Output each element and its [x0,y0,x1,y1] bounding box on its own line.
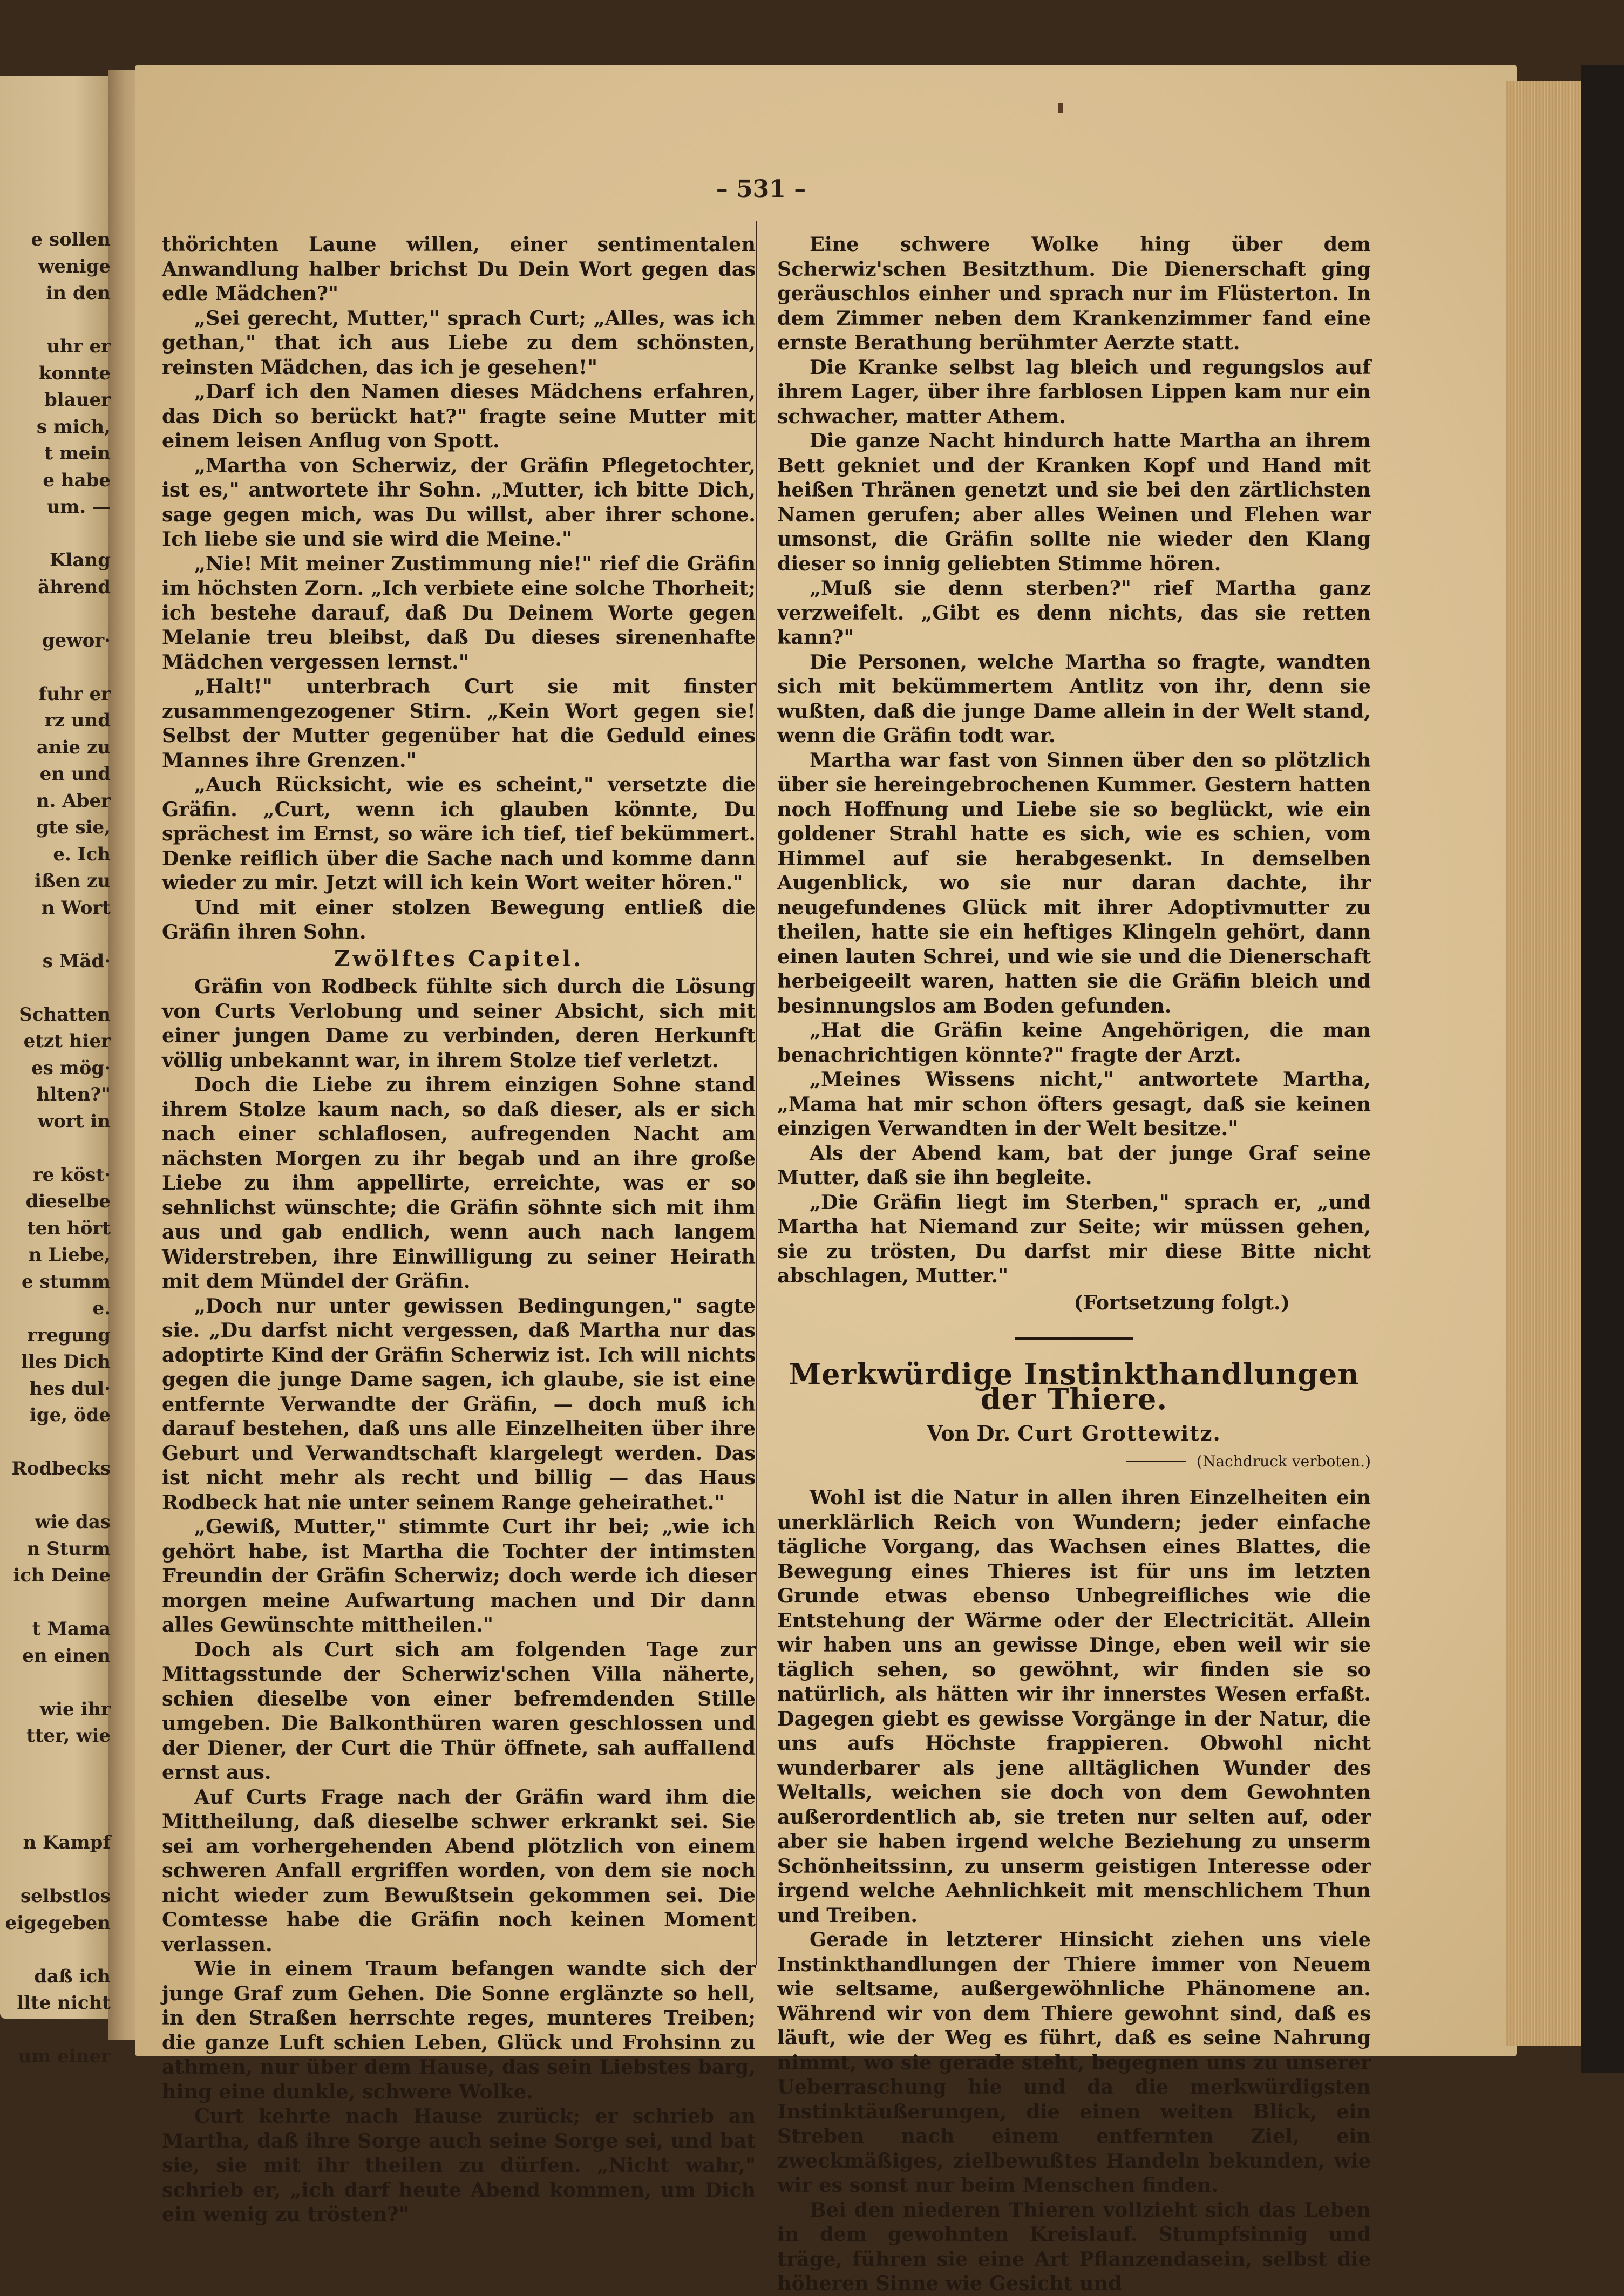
left-page-line: um. — [46,496,111,518]
left-page-line: hes dul· [29,1377,111,1400]
paragraph: Die ganze Nacht hindurch hatte Martha an ihrem Bett gekniet und der Kranken Kopf und Hand mit heißen Thränen genetzt und sie bei den zärtlichsten Namen gerufen; aber alles Weinen und Flehen war umsonst, die Gräfin sollte nie wieder den Klang dieser so innig geliebten Stimme hören. [777,429,1371,575]
ink-mark [1058,103,1063,113]
left-page-line: en und [39,763,111,785]
left-page-line: ährend [38,576,111,598]
left-page-line: en einen [22,1645,111,1667]
paragraph: Eine schwere Wolke hing über dem Scherwiz'schen Besitzthum. Die Dienerschaft ging geräuschlos einher und sprach nur im Flüsterton. In dem Zimmer neben dem Krankenzimmer fand eine ernste Berathung berühmter Aerzte statt. [777,233,1371,354]
paragraph: „Nie! Mit meiner Zustimmung nie!" rief die Gräfin im höchsten Zorn. „Ich verbiete eine solche Thorheit; ich bestehe darauf, daß Du Deinem Worte gegen Melanie treu bleibst, daß Du dieses sirenenhafte Mädchen vergessen lernst." [162,552,756,674]
left-page-line: eigegeben [5,1912,111,1934]
left-page-line: e stumm [22,1271,111,1293]
left-page-line: rz und [44,710,111,731]
left-page-line [0,307,111,334]
left-page-line: n Kampf [23,1832,111,1853]
paragraph: Die Personen, welche Martha so fragte, wandten sich mit bekümmertem Antlitz von ihr, denn sie wußten, daß die junge Dame allein in der Welt stand, wenn die Gräfin todt war. [777,650,1371,747]
paragraph: „Halt!" unterbrach Curt sie mit finster zusammengezogener Stirn. „Kein Wort gegen sie! Selbst der Mutter gegenüber hat die Geduld eines Mannes ihre Grenzen." [162,675,756,772]
left-page-line [0,1669,111,1696]
page-number: – 531 – [716,175,806,203]
section-rule [1015,1337,1133,1340]
article-paragraph: Wohl ist die Natur in allen ihren Einzelheiten ein unerklärlich Reich von Wundern; jeder einfache tägliche Vorgang, das Wachsen eines Blattes, die Bewegung eines Thieres ist für uns im letzten Grunde etwas ebenso Unbegreifliches wie die Entstehung der Wärme oder der Electricität. Allein wir haben uns an gewisse Dinge, eben weil wir sie täglich sehen, so gewöhnt, wir finden sie so natürlich, als hätten wir ihr innerstes Wesen erfaßt. Dagegen giebt es gewisse Vorgänge in der Natur, die uns aufs Höchste frappieren. Obwohl nicht wunderbarer als jene alltäglichen Wunder des Weltalls, weichen sie doch von dem Gewohnten außerordentlich ab, sie treten nur selten auf, oder aber sie haben irgend welche Beziehung zu unserm Schönheitssinn, zu unserm geistigen Interesse oder irgend welche Aehnlichkeit mit menschlichem Thun und Treiben. [777,1486,1371,1927]
left-page-line [0,1937,111,1964]
left-page-line: ige, öde [29,1404,111,1426]
left-page-fragments [0,227,111,2067]
left-page-line: etzt hier [23,1030,111,1052]
left-page-line [0,1483,111,1510]
left-page-line: selbstlos [20,1885,111,1907]
left-page-line: wie das [35,1511,111,1533]
left-page-line [0,654,111,681]
right-column [777,232,1371,2296]
left-page-line: n Wort [41,896,111,919]
left-page-line [0,975,111,1002]
left-page-line: ißen zu [35,870,111,892]
author-name: Curt Grottewitz. [1017,1421,1221,1445]
paragraph: Doch die Liebe zu ihrem einzigen Sohne stand ihrem Stolze kaum nach, so daß dieser, als er sich nach einer schlaflosen, aufregenden Nacht am nächsten Morgen zu ihr begab und an ihre große Liebe zu ihm appellirte, erreichte, was er so sehnlichst wünschte; die Gräfin söhnte sich mit ihm aus und gab endlich, wenn auch nach langem Widerstreben, ihre Einwilligung zu seiner Heirath mit dem Mündel der Gräfin. [162,1073,756,1293]
left-page-line: t Mama [32,1618,111,1640]
left-page-line [0,1776,111,1803]
paragraph: Die Kranke selbst lag bleich und regungslos auf ihrem Lager, über ihre farblosen Lippen kam nur ein schwacher, matter Athem. [777,355,1371,428]
paragraph: „Hat die Gräfin keine Angehörigen, die man benachrichtigen könnte?" fragte der Arzt. [777,1018,1371,1067]
left-page-line: uhr er [46,336,111,357]
left-page-line: wort in [37,1110,111,1132]
left-page-line: llte nicht [17,1992,111,2014]
book-cover [1581,65,1624,2073]
left-page-line: wenige [38,255,111,277]
left-page-line [0,1803,111,1830]
paragraph: Auf Curts Frage nach der Gräfin ward ihm die Mittheilung, daß dieselbe schwer erkrankt sei. Sie sei am vorhergehenden Abend plötzlich von einem schweren Anfall ergriffen worden, von dem sie noch nicht wieder zum Bewußtsein gekommen sei. Die Comtesse habe die Gräfin noch keinen Moment verlassen. [162,1785,756,1956]
left-page-line: hlten?" [36,1084,111,1105]
paragraph: „Sei gerecht, Mutter," sprach Curt; „Alles, was ich gethan," that ich aus Liebe zu dem schönsten, reinsten Mädchen, das ich je gesehen!" [162,306,756,379]
left-page-line: e sollen [31,229,111,250]
article-paragraph: Gerade in letzterer Hinsicht ziehen uns viele Instinkthandlungen der Thiere immer von Neuem wie seltsame, außergewöhnliche Phänomene an. Während wir von dem Thiere gewohnt sind, daß es läuft, wie der Weg es führt, daß es seine Nahrung nimmt, wo sie gerade steht, begegnen uns zu unserer Ueberraschung hie und da die merkwürdigsten Instinktäußerungen, die einen weiten Blick, ein Streben nach einem entfernten Ziel, ein zweckmäßiges, zielbewußtes Handeln bekunden, wie wir es sonst nur beim Menschen finden. [777,1928,1371,2197]
left-page-line: Schatten [19,1003,111,1025]
left-page-line: tter, wie [26,1725,111,1747]
left-page-line: e habe [43,469,111,491]
left-page-line: blauer [44,389,111,411]
left-page-line: es mög· [31,1057,111,1079]
left-page-line: daß ich [34,1965,111,1987]
left-page-line: n Sturm [26,1538,111,1560]
left-page-line [0,521,111,548]
left-page-line: t mein [44,443,111,464]
left-page-line: n Liebe, [28,1244,111,1266]
left-column [162,232,756,2227]
byline-prefix: Von Dr. [927,1421,1011,1445]
paragraph: „Meines Wissens nicht," antwortete Martha, „Mama hat mir schon öfters gesagt, daß sie keinen einzigen Verwandten in der Welt besitze." [777,1068,1371,1140]
paragraph: Und mit einer stolzen Bewegung entließ die Gräfin ihren Sohn. [162,895,756,943]
left-page-line: lles Dich [21,1351,111,1373]
reprint-rule [1126,1461,1186,1462]
left-page-line: Klang [50,549,111,571]
left-page-line: rregung [27,1324,111,1346]
left-page-line: ten hört [27,1217,111,1239]
left-page-line: re köst· [32,1164,111,1186]
left-page-line: in den [46,282,111,304]
left-page-line [0,1750,111,1777]
left-page-line: n. Aber [36,790,111,812]
chapter-heading: Zwölftes Capitel. [334,946,584,972]
left-page-line: Rodbecks [11,1458,111,1479]
paragraph: „Doch nur unter gewissen Bedingungen," sagte sie. „Du darfst nicht vergessen, daß Martha nur das adoptirte Kind der Gräfin Scherwiz ist. Ich will nichts gegen die junge Dame sagen, ich glaube, sie ist eine entfernte Verwandte der Gräfin, — doch muß ich darauf bestehen, daß uns alle Einzelheiten über ihre Geburt und Verwandtschaft klargelegt werden. Das ist nicht mehr als recht und billig — das Haus Rodbeck hat nie unter seinem Range geheirathet." [162,1294,756,1514]
left-page-line: anie zu [36,736,111,758]
reprint-text: (Nachdruck verboten.) [1197,1452,1371,1470]
left-page-line: um einer [18,2046,111,2067]
left-page-line [0,921,111,948]
left-page-line: s mich, [36,416,111,438]
left-page-line: dieselbe [25,1191,111,1212]
article-paragraph: Bei den niederen Thieren vollzieht sich das Leben in dem gewohnten Kreislauf. Stumpfsinnig und träge, führen sie eine Art Pflanzendasein, selbst die höheren Sinne wie Gesicht und [777,2198,1371,2295]
continuation-note: (Fortsetzung folgt.) [1073,1290,1290,1314]
paragraph: „Gewiß, Mutter," stimmte Curt ihr bei; „wie ich gehört habe, ist Martha die Tochter der intimsten Freundin der Gräfin Scherwiz; doch werde ich dieser morgen meine Aufwartung machen und Dir dann alles Gewünschte mittheilen." [162,1515,756,1636]
paragraph: Curt kehrte nach Hause zurück; er schrieb an Martha, daß ihre Sorge auch seine Sorge sei, und bat sie, sie mit ihr theilen zu dürfen. „Nicht wahr," schrieb er, „ich darf heute Abend kommen, um Dich ein wenig zu trösten?" [162,2104,756,2226]
article-title: Merkwürdige Instinkthandlungen der Thiere. [789,1357,1360,1416]
paragraph: „Auch Rücksicht, wie es scheint," versetzte die Gräfin. „Curt, wenn ich glauben könnte, Du sprächest im Ernst, so wäre ich tief, tief bekümmert. Denke reiflich über die Sache nach und komme dann wieder zu mir. Jetzt will ich kein Wort weiter hören." [162,773,756,894]
left-page-line: gewor· [42,629,111,651]
paragraph: „Darf ich den Namen dieses Mädchens erfahren, das Dich so berückt hat?" fragte seine Mutter mit einem leisen Anflug von Spott. [162,380,756,452]
left-page-line: gte sie, [36,817,111,838]
paragraph: Wie in einem Traum befangen wandte sich der junge Graf zum Gehen. Die Sonne erglänzte so hell, in den Straßen herrschte reges, munteres Treiben; die ganze Luft schien Leben, Glück und Frohsinn zu athmen, nur über dem Hause, das sein Liebstes barg, hing eine dunkle, schwere Wolke. [162,1957,756,2103]
left-page-line: wie ihr [39,1698,111,1720]
paragraph: Martha war fast von Sinnen über den so plötzlich über sie hereingebrochenen Kummer. Gestern hatten noch Hoffnung und Liebe sie so beglückt, wie ein goldener Strahl hatte es sich, wie es schien, vom Himmel auf sie herabgesenkt. In demselben Augenblick, wo sie nur daran dachte, ihr neugefundenes Glück mit ihrer Adoptivmutter zu theilen, hatte sie ein heftiges Klingeln gehört, dann einen lauten Schrei, und wie sie und die Dienerschaft herbeigeeilt waren, hatten sie die Gräfin bleich und besinnungslos am Boden gefunden. [777,748,1371,1017]
paragraph: thörichten Laune willen, einer sentimentalen Anwandlung halber brichst Du Dein Wort gegen das edle Mädchen?" [162,233,756,305]
left-page-line [0,2017,111,2044]
paragraph: Gräfin von Rodbeck fühlte sich durch die Lösung von Curts Verlobung und seiner Absicht, sich mit einer jungen Dame zu verbinden, deren Herkunft völlig unbekannt war, in ihrem Stolze tief verletzt. [162,975,756,1072]
left-page-line [0,1589,111,1616]
column-divider [756,221,757,1965]
paragraph: Als der Abend kam, bat der junge Graf seine Mutter, daß sie ihn begleite. [777,1141,1371,1189]
byline [777,1421,1371,1446]
left-page-line: e. Ich [53,843,111,865]
paragraph: „Martha von Scherwiz, der Gräfin Pflegetochter, ist es," antwortete ihr Sohn. „Mutter, ich bitte Dich, sage gegen mich, was Du willst, aber ihrer schone. Ich liebe sie und sie wird die Meine." [162,453,756,551]
reprint-note [777,1449,1371,1474]
left-page-line: ich Deine [13,1565,111,1586]
article-body [777,1485,1371,2296]
paragraph: „Die Gräfin liegt im Sterben," sprach er, „und Martha hat Niemand zur Seite; wir müssen gehen, sie zu trösten, Du darfst mir diese Bitte nicht abschlagen, Mutter." [777,1190,1371,1287]
paragraph: Doch als Curt sich am folgenden Tage zur Mittagsstunde der Scherwiz'schen Villa näherte, schien dieselbe von einer befremdenden Stille umgeben. Die Balkonthüren waren geschlossen und der Diener, der Curt die Thür öffnete, sah auffallend ernst aus. [162,1638,756,1784]
left-page-line: konnte [38,362,111,384]
left-page-line [0,1429,111,1456]
left-page-line: s Mäd· [42,950,111,972]
left-page-line [0,601,111,628]
story-continuation [777,232,1371,1288]
left-page-line: fuhr er [38,683,111,705]
left-page-line [0,1135,111,1162]
left-page-line [0,1857,111,1884]
left-page-line: e. [92,1298,111,1319]
paragraph: „Muß sie denn sterben?" rief Martha ganz verzweifelt. „Gibt es denn nichts, das sie retten kann?" [777,576,1371,649]
